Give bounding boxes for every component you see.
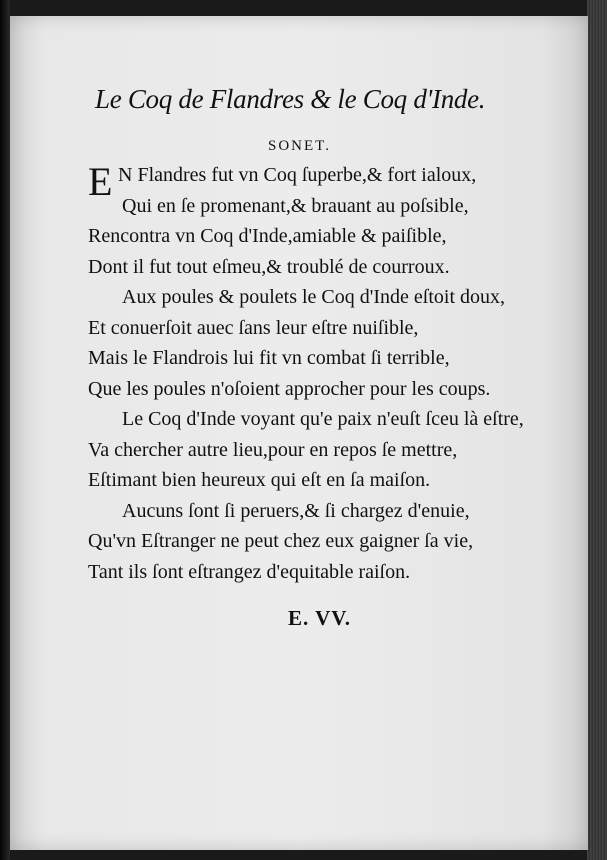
poem-line: Aucuns ſont ſi peruers,& ſi chargez d'enuie, xyxy=(122,499,470,522)
book-spine-shadow xyxy=(0,0,10,860)
poem-line: Que les poules n'oſoient approcher pour les coups. xyxy=(88,377,491,400)
poem-line: Rencontra vn Coq d'Inde,amiable & paiſible, xyxy=(88,225,447,247)
poem-body xyxy=(88,160,583,587)
poem-line: Eſtimant bien heureux qui eſt en ſa maiſon. xyxy=(88,469,431,491)
poem-line: Le Coq d'Inde voyant qu'e paix n'euſt ſceu là eſtre, xyxy=(122,408,524,430)
poem-line: Mais le Flandrois lui fit vn combat ſi terrible, xyxy=(88,347,450,369)
poem-line: Qui en ſe promenant,& brauant au poſsible, xyxy=(122,194,469,217)
page-title: Le Coq de Flandres & le Coq d'Inde. xyxy=(95,84,486,114)
poem-subtitle: SONET. xyxy=(268,138,331,154)
poem-line: Aux poules & poulets le Coq d'Inde eſtoit doux, xyxy=(122,286,506,308)
book-page-edges xyxy=(587,0,607,860)
signature: E. VV. xyxy=(288,606,352,630)
poem-line: Qu'vn Eſtranger ne peut chez eux gaigner ſa vie, xyxy=(88,530,474,552)
poem-line: Va chercher autre lieu,pour en repos ſe mettre, xyxy=(88,438,458,461)
poem-line: N Flandres fut vn Coq ſuperbe,& fort ialoux, xyxy=(118,164,477,186)
drop-cap: E xyxy=(88,159,113,204)
poem-line: Et conuerſoit auec ſans leur eſtre nuiſible, xyxy=(88,316,419,339)
poem-line: Tant ils ſont eſtrangez d'equitable raiſon. xyxy=(88,560,411,583)
poem-line: Dont il fut tout eſmeu,& troublé de courroux. xyxy=(88,255,450,278)
